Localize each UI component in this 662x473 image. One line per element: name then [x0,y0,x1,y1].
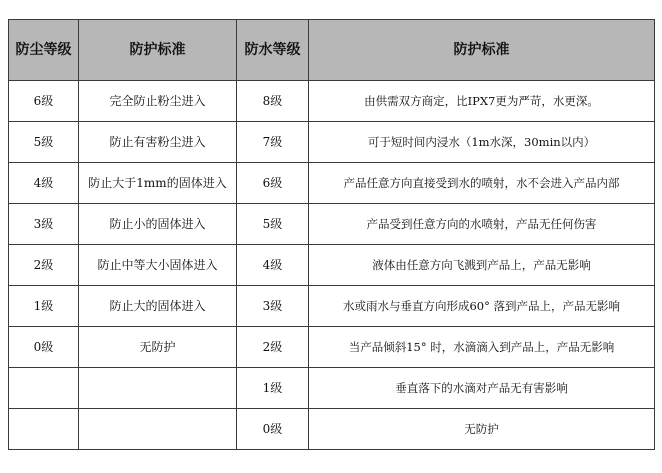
dust-level-cell: 5级 [9,122,79,163]
header-dust-level: 防尘等级 [9,20,79,81]
water-standard-cell: 产品任意方向直接受到水的喷射，水不会进入产品内部 [309,163,655,204]
water-level-cell: 1级 [237,368,309,409]
dust-standard-cell [79,409,237,450]
water-level-cell: 2级 [237,327,309,368]
water-level-cell: 0级 [237,409,309,450]
water-standard-cell: 当产品倾斜15° 时，水滴滴入到产品上，产品无影响 [309,327,655,368]
water-level-cell: 8级 [237,81,309,122]
header-water-standard: 防护标准 [309,20,655,81]
table-row [9,286,655,327]
header-row [9,20,655,81]
water-standard-cell: 无防护 [309,409,655,450]
water-standard-cell: 液体由任意方向飞溅到产品上，产品无影响 [309,245,655,286]
table-row [9,81,655,122]
water-level-cell: 4级 [237,245,309,286]
table-row [9,409,655,450]
dust-standard-cell: 防止小的固体进入 [79,204,237,245]
dust-standard-cell: 防止大于1mm的固体进入 [79,163,237,204]
dust-standard-cell: 防止大的固体进入 [79,286,237,327]
water-level-cell: 3级 [237,286,309,327]
dust-standard-cell: 防止中等大小固体进入 [79,245,237,286]
water-level-cell: 7级 [237,122,309,163]
header-dust-standard: 防护标准 [79,20,237,81]
water-level-cell: 6级 [237,163,309,204]
dust-standard-cell [79,368,237,409]
table-body [9,81,655,450]
header-water-level: 防水等级 [237,20,309,81]
table-row [9,368,655,409]
dust-level-cell: 2级 [9,245,79,286]
water-standard-cell: 产品受到任意方向的水喷射，产品无任何伤害 [309,204,655,245]
table-row [9,163,655,204]
water-level-cell: 5级 [237,204,309,245]
dust-level-cell: 6级 [9,81,79,122]
table-row [9,122,655,163]
dust-standard-cell: 无防护 [79,327,237,368]
dust-standard-cell: 防止有害粉尘进入 [79,122,237,163]
dust-level-cell: 0级 [9,327,79,368]
dust-standard-cell: 完全防止粉尘进入 [79,81,237,122]
dust-level-cell [9,409,79,450]
ip-rating-table [8,19,655,450]
table-row [9,327,655,368]
table-header [9,20,655,81]
table-row [9,245,655,286]
dust-level-cell: 4级 [9,163,79,204]
dust-level-cell [9,368,79,409]
dust-level-cell: 3级 [9,204,79,245]
dust-level-cell: 1级 [9,286,79,327]
water-standard-cell: 可于短时间内浸水（1m水深，30min以内） [309,122,655,163]
water-standard-cell: 水或雨水与垂直方向形成60° 落到产品上，产品无影响 [309,286,655,327]
table-row [9,204,655,245]
water-standard-cell: 由供需双方商定，比IPX7更为严苛，水更深。 [309,81,655,122]
water-standard-cell: 垂直落下的水滴对产品无有害影响 [309,368,655,409]
